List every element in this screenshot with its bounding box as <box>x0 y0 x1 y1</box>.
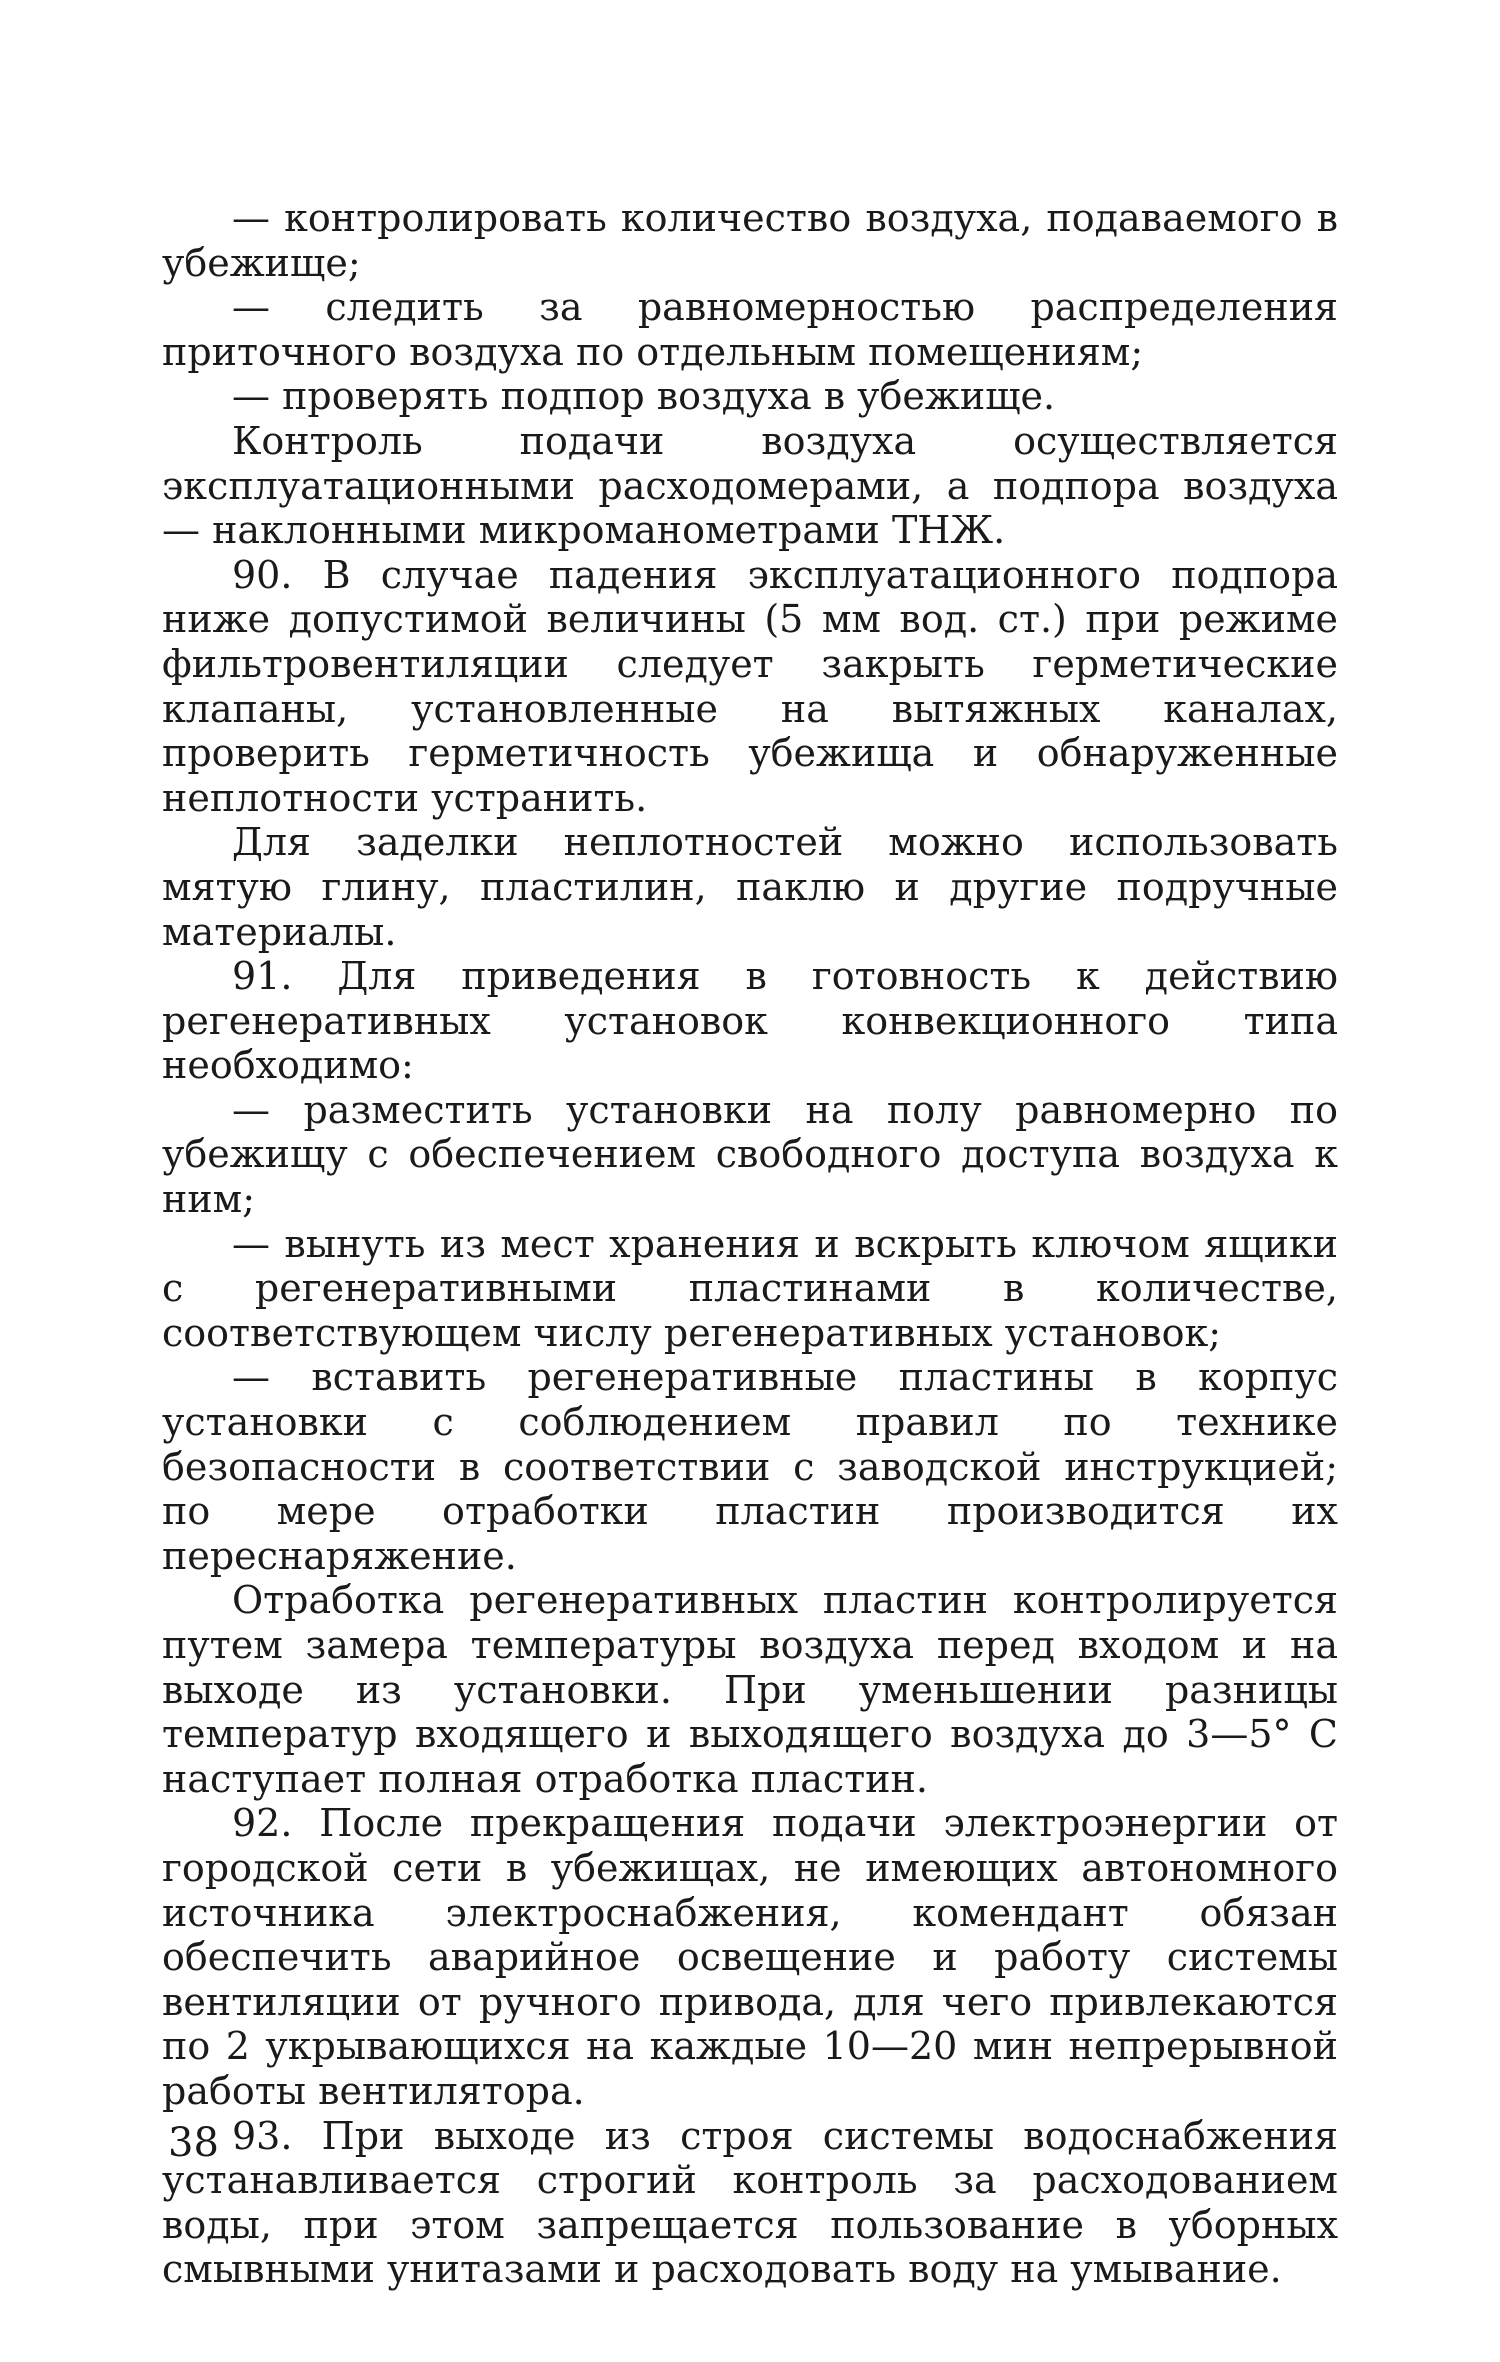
paragraph-check-air-pressure: — проверять подпор воздуха в убежище. <box>232 374 1056 419</box>
paragraph-item-92: 92. После прекращения подачи электроэнергии от городской сети в убежищах, не имеющих автономного источника электроснабжения, комендант обязан обеспечить аварийное освещение и работу системы вентиляции от ручного привода, для чего привлекаются по 2 укрывающихся на каждые 10—20 мин непрерывной работы вентилятора. <box>162 1801 1338 2113</box>
paragraph-open-boxes: — вынуть из мест хранения и вскрыть ключом ящики с регенеративными пластинами в количестве, соответствующем числу регенеративных установок; <box>162 1221 1338 1355</box>
paragraph-plate-exhaustion: Отработка регенеративных пластин контролируется путем замера температуры воздуха перед входом и на выходе из установки. При уменьшении разницы температур входящего и выходящего воздуха до 3—5° С наступает полная отработка пластин. <box>162 1578 1338 1801</box>
paragraph-place-units: — разместить установки на полу равномерно по убежищу с обеспечением свободного доступа воздуха к ним; <box>162 1087 1338 1222</box>
paragraph-item-93: 93. При выходе из строя системы водоснабжения устанавливается строгий контроль за расходованием воды, при этом запрещается пользование в уборных смывными унитазами и расходовать воду на умывание. <box>162 2113 1338 2292</box>
paragraph-sealing-materials: Для заделки неплотностей можно использовать мятую глину, пластилин, паклю и другие подручные материалы. <box>162 820 1338 954</box>
body-text <box>162 196 1338 2292</box>
paragraph-control-air-amount: — контролировать количество воздуха, подаваемого в убежище; <box>162 196 1338 285</box>
paragraph-insert-plates: — вставить регенеративные пластины в корпус установки с соблюдением правил по технике безопасности в соответствии с заводской инструкцией; по мере отработки пластин производится их переснаряжение. <box>162 1355 1338 1578</box>
paragraph-item-90: 90. В случае падения эксплуатационного подпора ниже допустимой величины (5 мм вод. ст.) при режиме фильтровентиляции следует закрыть герметические клапаны, установленные на вытяжных каналах, проверить герметичность убежища и обнаруженные неплотности устранить. <box>162 552 1338 820</box>
page-number: 38 <box>168 2120 219 2166</box>
paragraph-item-91: 91. Для приведения в готовность к действию регенеративных установок конвекционного типа необходимо: <box>162 954 1338 1088</box>
paragraph-air-supply-control: Контроль подачи воздуха осуществляется эксплуатационными расходомерами, а подпора воздуха — наклонными микроманометрами ТНЖ. <box>162 418 1338 553</box>
paragraph-air-distribution: — следить за равномерностью распределения приточного воздуха по отдельным помещениям; <box>162 285 1338 374</box>
